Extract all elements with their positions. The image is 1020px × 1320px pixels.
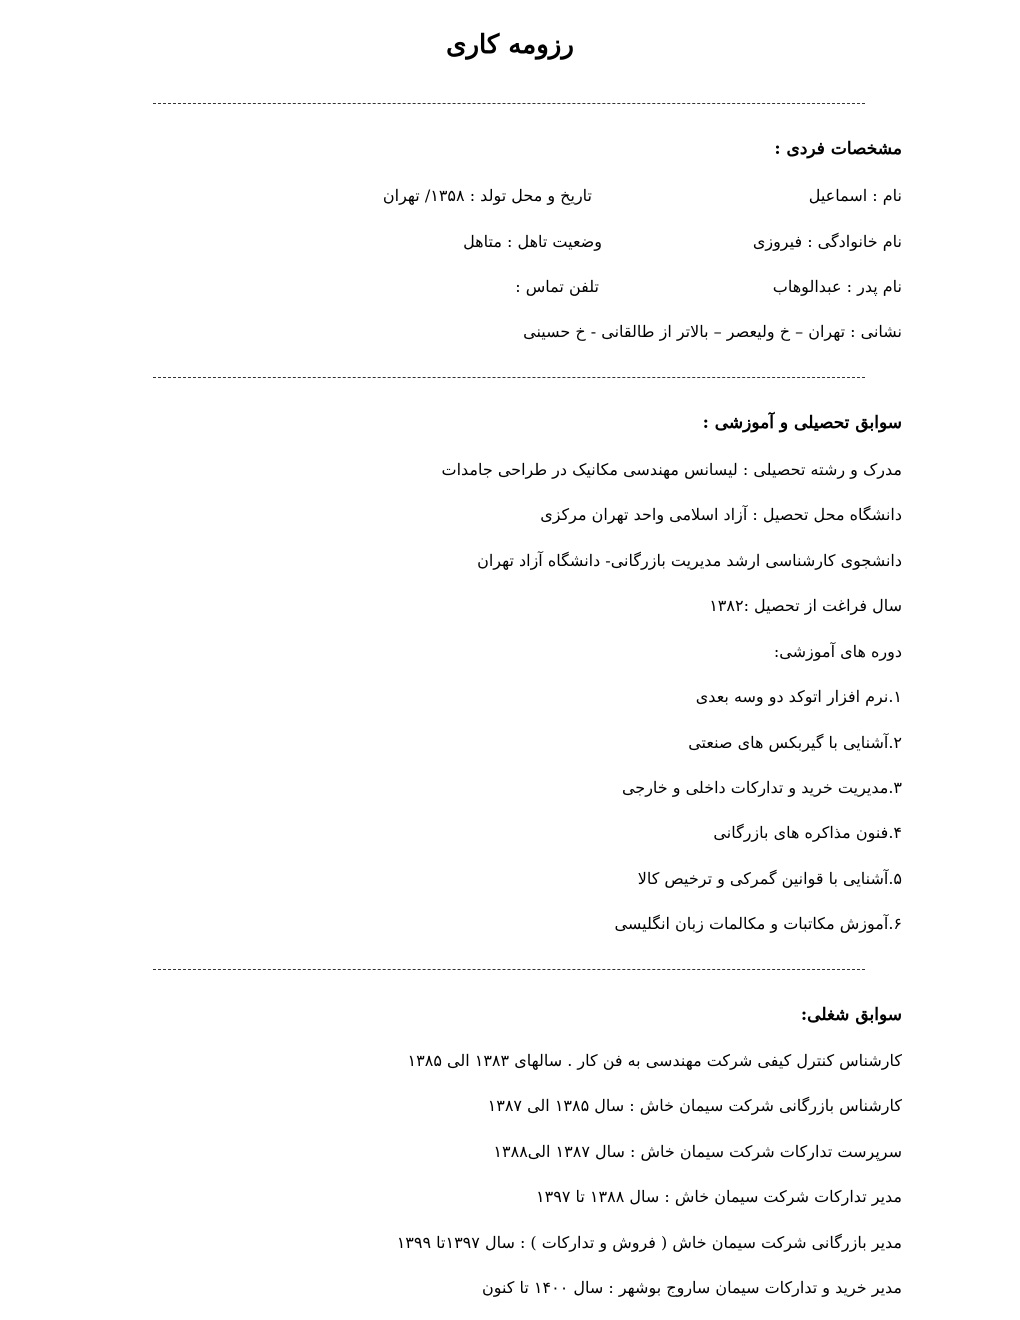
personal-heading: مشخصات فردی :	[774, 139, 902, 159]
section-divider	[153, 103, 865, 104]
course-item: ۱.نرم افزار اتوکد دو وسه بعدی	[695, 687, 902, 706]
education-heading: سوابق تحصیلی و آموزشی :	[702, 413, 902, 433]
course-item: ۶.آموزش مکاتبات و مکالمات زبان انگلیسی	[614, 914, 902, 933]
personal-marital-status: وضعیت تاهل : متاهل	[463, 232, 602, 251]
work-item: کارشناس بازرگانی شرکت سیمان خاش : سال ۱۳۸۵ الی ۱۳۸۷	[487, 1096, 902, 1115]
work-item: مدیر بازرگانی شرکت سیمان خاش ( فروش و تدارکات ) : سال ۱۳۹۷تا ۱۳۹۹	[396, 1233, 902, 1252]
course-item: ۲.آشنایی با گیربکس های صنعتی	[688, 733, 902, 752]
page-title: رزومه کاری	[446, 30, 574, 60]
work-heading: سوابق شغلی:	[800, 1005, 902, 1025]
course-item: ۳.مدیریت خرید و تدارکات داخلی و خارجی	[621, 778, 902, 797]
education-university: دانشگاه محل تحصیل : آزاد اسلامی واحد تهران مرکزی	[540, 505, 902, 524]
personal-phone: تلفن تماس :	[515, 277, 599, 296]
education-graduation-year: سال فراغت از تحصیل :۱۳۸۲	[709, 596, 902, 615]
work-item: کارشناس کنترل کیفی شرکت مهندسی به فن کار . سالهای ۱۳۸۳ الی ۱۳۸۵	[407, 1051, 902, 1070]
courses-heading: دوره های آموزشی:	[773, 642, 902, 661]
personal-address: نشانی : تهران – خ ولیعصر – بالاتر از طالقانی - خ حسینی	[523, 322, 902, 341]
course-item: ۴.فنون مذاکره های بازرگانی	[713, 823, 902, 842]
personal-name: نام : اسماعیل	[808, 186, 902, 205]
personal-father-name: نام پدر : عبدالوهاب	[772, 277, 902, 296]
personal-family-name: نام خانوادگی : فیروزی	[752, 232, 902, 251]
work-item: مدیر خرید و تدارکات سیمان ساروج بوشهر : سال ۱۴۰۰ تا کنون	[481, 1278, 902, 1297]
course-item: ۵.آشنایی با قوانین گمرکی و ترخیص کالا	[637, 869, 902, 888]
work-item: سرپرست تدارکات شرکت سیمان خاش : سال ۱۳۸۷ الی۱۳۸۸	[493, 1142, 902, 1161]
section-divider	[153, 377, 865, 378]
personal-birth: تاریخ و محل تولد : ۱۳۵۸/ تهران	[382, 186, 592, 205]
education-masters: دانشجوی کارشناسی ارشد مدیریت بازرگانی- دانشگاه آزاد تهران	[477, 551, 902, 570]
work-item: مدیر تدارکات شرکت سیمان خاش : سال ۱۳۸۸ تا ۱۳۹۷	[536, 1187, 902, 1206]
section-divider	[153, 969, 865, 970]
education-degree: مدرک و رشته تحصیلی : لیسانس مهندسی مکانیک در طراحی جامدات	[441, 460, 902, 479]
